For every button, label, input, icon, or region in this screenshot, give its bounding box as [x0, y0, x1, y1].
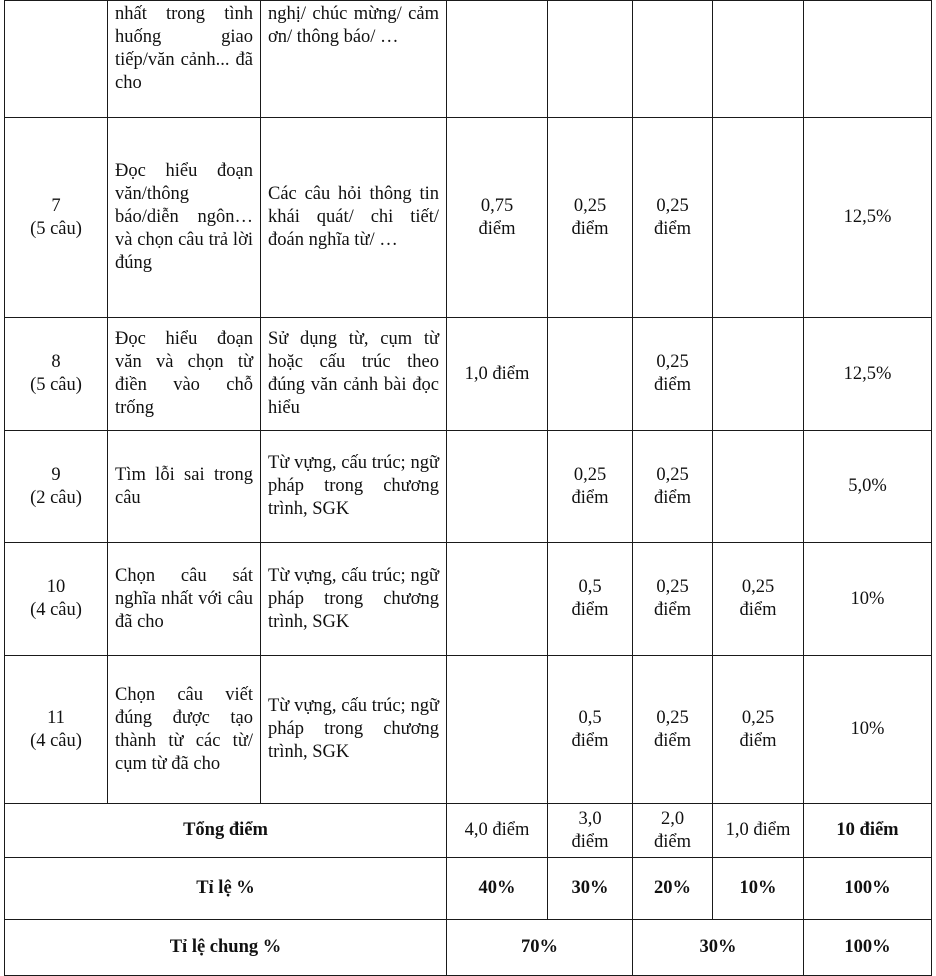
level4-cell [713, 118, 804, 318]
grand-total: 10 điểm [804, 804, 932, 858]
task-cell: Chọn câu sát nghĩa nhất với câu đã cho [108, 543, 261, 656]
total-points-label: Tổng điểm [5, 804, 447, 858]
content-cell: Từ vựng, cấu trúc; ngữ pháp trong chương trình, SGK [261, 431, 447, 543]
level3-cell: 0,25 điểm [633, 118, 713, 318]
content-cell: Từ vựng, cấu trúc; ngữ pháp trong chương trình, SGK [261, 543, 447, 656]
task-cell: Tìm lỗi sai trong câu [108, 431, 261, 543]
content-cell: nghị/ chúc mừng/ cảm ơn/ thông báo/ … [261, 1, 447, 118]
level1-cell [447, 543, 548, 656]
level1-cell [447, 431, 548, 543]
overall-total: 100% [804, 920, 932, 976]
overall-high-levels: 30% [633, 920, 804, 976]
task-cell: Đọc hiểu đoạn văn/thông báo/diễn ngôn…và chọn câu trả lời đúng [108, 118, 261, 318]
level2-cell [548, 318, 633, 431]
level3-cell: 0,25 điểm [633, 543, 713, 656]
task-cell: Chọn câu viết đúng được tạo thành từ các từ/ cụm từ đã cho [108, 656, 261, 804]
level3-total: 2,0 điểm [633, 804, 713, 858]
level1-total: 4,0 điểm [447, 804, 548, 858]
task-cell: Đọc hiểu đoạn văn và chọn từ điền vào chỗ trống [108, 318, 261, 431]
question-cell: 7 (5 câu) [5, 118, 108, 318]
table-row [5, 656, 932, 804]
ratio-cell [804, 1, 932, 118]
level3-cell [633, 1, 713, 118]
level4-cell: 0,25 điểm [713, 656, 804, 804]
question-cell [5, 1, 108, 118]
table-row [5, 431, 932, 543]
content-cell: Từ vựng, cấu trúc; ngữ pháp trong chương trình, SGK [261, 656, 447, 804]
level2-cell [548, 1, 633, 118]
level3-cell: 0,25 điểm [633, 656, 713, 804]
level4-total: 1,0 điểm [713, 804, 804, 858]
question-cell: 9 (2 câu) [5, 431, 108, 543]
table-row [5, 543, 932, 656]
level3-cell: 0,25 điểm [633, 318, 713, 431]
question-cell: 11 (4 câu) [5, 656, 108, 804]
level2-cell: 0,25 điểm [548, 431, 633, 543]
level2-cell: 0,5 điểm [548, 656, 633, 804]
level2-total: 3,0 điểm [548, 804, 633, 858]
ratio-cell: 10% [804, 543, 932, 656]
content-cell: Các câu hỏi thông tin khái quát/ chi tiết/ đoán nghĩa từ/ … [261, 118, 447, 318]
level3-percent: 20% [633, 858, 713, 920]
ratio-cell: 10% [804, 656, 932, 804]
overall-low-levels: 70% [447, 920, 633, 976]
level4-cell [713, 1, 804, 118]
level2-cell: 0,5 điểm [548, 543, 633, 656]
level1-percent: 40% [447, 858, 548, 920]
task-cell: nhất trong tình huống giao tiếp/văn cảnh... đã cho [108, 1, 261, 118]
table-row [5, 118, 932, 318]
total-percent: 100% [804, 858, 932, 920]
percent-label: Tỉ lệ % [5, 858, 447, 920]
content-cell: Sử dụng từ, cụm từ hoặc cấu trúc theo đúng văn cảnh bài đọc hiểu [261, 318, 447, 431]
level1-cell: 1,0 điểm [447, 318, 548, 431]
overall-label: Tỉ lệ chung % [5, 920, 447, 976]
question-cell: 10 (4 câu) [5, 543, 108, 656]
ratio-cell: 12,5% [804, 318, 932, 431]
level2-percent: 30% [548, 858, 633, 920]
level4-cell [713, 431, 804, 543]
percent-row [5, 858, 932, 920]
level4-cell [713, 318, 804, 431]
table-row [5, 318, 932, 431]
ratio-cell: 5,0% [804, 431, 932, 543]
question-cell: 8 (5 câu) [5, 318, 108, 431]
table-row [5, 1, 932, 118]
level1-cell: 0,75 điểm [447, 118, 548, 318]
level4-percent: 10% [713, 858, 804, 920]
level3-cell: 0,25 điểm [633, 431, 713, 543]
level4-cell: 0,25 điểm [713, 543, 804, 656]
overall-percent-row [5, 920, 932, 976]
level1-cell [447, 1, 548, 118]
level1-cell [447, 656, 548, 804]
ratio-cell: 12,5% [804, 118, 932, 318]
total-points-row [5, 804, 932, 858]
level2-cell: 0,25 điểm [548, 118, 633, 318]
exam-matrix-table [4, 0, 932, 976]
